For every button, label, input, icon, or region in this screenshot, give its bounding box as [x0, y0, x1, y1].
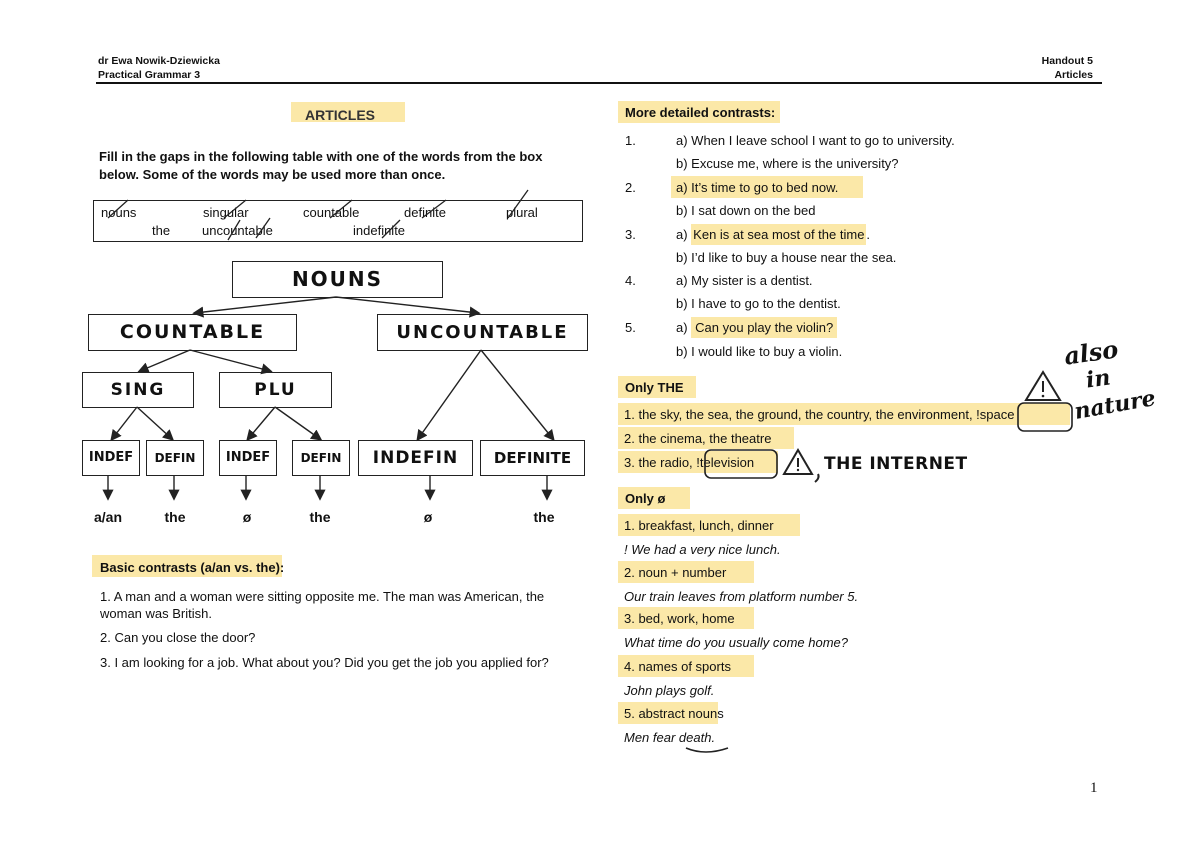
basic-contrast-3: 3. I am looking for a job. What about you? Did you get the job you applied for? — [100, 655, 549, 670]
handout-number: Handout 5 — [1041, 55, 1093, 67]
contrast-5a-highlight: Can you play the violin? — [691, 317, 837, 338]
only-zero-heading: Only ø — [625, 491, 666, 506]
contrast-2-num: 2. — [625, 180, 636, 195]
word-plural: plural — [506, 205, 538, 220]
space-box — [1018, 403, 1072, 431]
instruction-text: Fill in the gaps in the following table with one of the words from the box below. Some of the words may be used more than once. — [99, 149, 543, 182]
zero-line-9: 5. abstract nouns — [624, 706, 724, 721]
zero-line-1: 1. breakfast, lunch, dinner — [624, 518, 774, 533]
basic-contrast-2: 2. Can you close the door? — [100, 630, 256, 645]
contrast-5-num: 5. — [625, 320, 636, 335]
zero-line-2: ! We had a very nice lunch. — [624, 542, 781, 557]
answer-3: ø — [242, 509, 252, 525]
author-name: dr Ewa Nowik-Dziewicka — [98, 55, 220, 67]
zero-line-3: 2. noun + number — [624, 565, 727, 580]
tree-node-plu-label: PLU — [254, 380, 297, 400]
tree-node-uncountable-label: UNCOUNTABLE — [396, 322, 569, 343]
death-underline — [686, 748, 728, 752]
word-countable: countable — [303, 205, 360, 220]
tree-node-indef-plu-label: INDEF — [225, 450, 271, 465]
television-box — [705, 450, 777, 478]
zero-line-8: John plays golf. — [624, 683, 715, 698]
contrast-5a-prefix: a) — [676, 320, 692, 335]
only-the-heading: Only THE — [625, 380, 684, 395]
note-also: also — [1062, 334, 1120, 371]
course-name: Practical Grammar 3 — [98, 69, 201, 81]
note-nature: nature — [1072, 385, 1158, 425]
contrast-3a-prefix: a) — [676, 227, 692, 242]
tree-node-definite-label: DEFINITE — [493, 449, 572, 467]
zero-line-7: 4. names of sports — [624, 659, 731, 674]
zero-line-10: Men fear death. — [624, 730, 716, 745]
contrast-1a: a) When I leave school I want to go to university. — [676, 133, 955, 148]
comma-mark — [815, 474, 819, 482]
tree-node-countable-label: COUNTABLE — [119, 321, 266, 343]
contrast-1b: b) Excuse me, where is the university? — [676, 156, 899, 171]
word-indefinite: indefinite — [353, 223, 406, 238]
basic-contrasts-heading: Basic contrasts (a/an vs. the): — [100, 560, 285, 575]
tree-node-defin-sing-label: DEFIN — [154, 451, 196, 465]
only-the-item-1: 1. the sky, the sea, the ground, the country, the environment, !space — [624, 407, 1015, 422]
word-the: the — [152, 223, 171, 238]
answer-6: the — [533, 509, 555, 525]
answer-2: the — [164, 509, 186, 525]
page-number: 1 — [1090, 780, 1098, 796]
answer-1: a/an — [93, 509, 122, 525]
answer-4: the — [309, 509, 331, 525]
word-uncountable: uncountable — [202, 223, 273, 238]
word-singular: singular — [203, 205, 249, 220]
basic-contrast-1: 1. A man and a woman were sitting opposite me. The man was American, the woman was British. — [100, 589, 545, 621]
zero-line-5: 3. bed, work, home — [624, 611, 735, 626]
zero-line-6: What time do you usually come home? — [624, 635, 848, 650]
contrast-2a: a) It’s time to go to bed now. — [676, 180, 839, 195]
tree-node-defin-plu-label: DEFIN — [300, 451, 342, 465]
contrast-3a-suffix: . — [866, 227, 871, 242]
contrast-4b: b) I have to go to the dentist. — [676, 296, 841, 311]
only-the-item-3: 3. the radio, !television — [624, 455, 755, 470]
zero-line-4: Our train leaves from platform number 5. — [624, 589, 859, 604]
tree-node-indef-sing-label: INDEF — [88, 450, 134, 465]
tree-node-indefin-label: INDEFIN — [372, 448, 459, 468]
contrast-1-num: 1. — [625, 133, 636, 148]
contrast-2b: b) I sat down on the bed — [676, 203, 816, 218]
contrast-3b: b) I’d like to buy a house near the sea. — [676, 250, 897, 265]
contrast-3a-highlight: Ken is at sea most of the time — [691, 224, 866, 245]
contrast-4-num: 4. — [625, 273, 636, 288]
contrast-4a: a) My sister is a dentist. — [676, 273, 813, 288]
tree-node-sing-label: SING — [110, 380, 166, 400]
note-in: in — [1084, 364, 1113, 394]
answer-5: ø — [423, 509, 433, 525]
word-definite: definite — [404, 205, 446, 220]
handout-topic: Articles — [1054, 69, 1093, 81]
only-the-item-2: 2. the cinema, the theatre — [624, 431, 772, 446]
page-title: ARTICLES — [305, 107, 375, 123]
note-the-internet: THE INTERNET — [824, 454, 968, 474]
warning-icon-nature — [1026, 372, 1060, 400]
word-nouns: nouns — [101, 205, 137, 220]
contrast-3-num: 3. — [625, 227, 636, 242]
warning-icon-internet — [784, 450, 812, 474]
contrast-5b: b) I would like to buy a violin. — [676, 344, 843, 359]
detailed-contrasts-heading: More detailed contrasts: — [625, 105, 776, 120]
tree-node-nouns-label: NOUNS — [291, 267, 384, 291]
